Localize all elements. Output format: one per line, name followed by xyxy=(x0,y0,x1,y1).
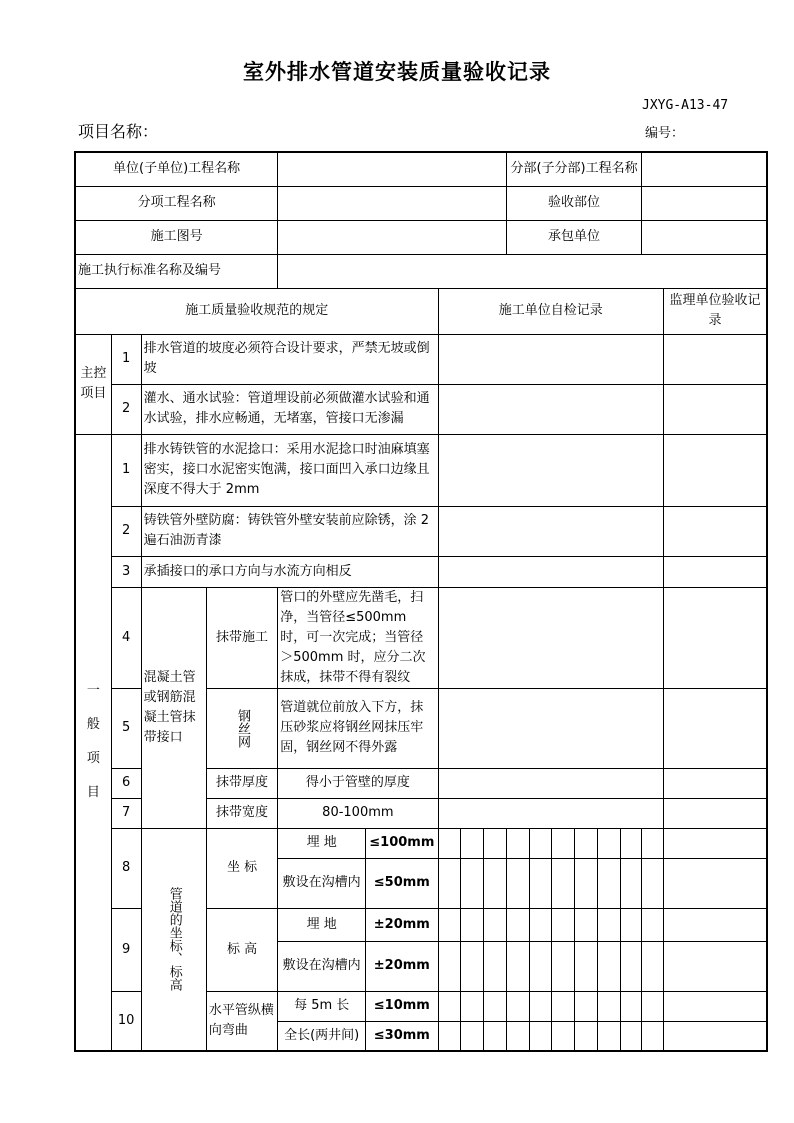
joint-group-label: 混凝土管或钢筋混凝土管抹带接口 xyxy=(141,587,206,828)
item-no: 6 xyxy=(111,768,141,798)
wire-mesh-label: 钢丝网 xyxy=(235,708,251,748)
supervisor-cell[interactable] xyxy=(664,798,767,828)
self-check-cell[interactable] xyxy=(438,688,664,768)
supervisor-cell[interactable] xyxy=(664,858,767,908)
spec-text: 80-100mm xyxy=(278,798,438,828)
supervisor-column-header: 监理单位验收记录 xyxy=(664,288,767,334)
condition: 全长(两井间) xyxy=(278,1021,366,1051)
measure-cell[interactable] xyxy=(575,941,598,991)
inspection-location-value[interactable] xyxy=(642,186,767,220)
supervisor-cell[interactable] xyxy=(664,334,767,384)
unit-project-name-value[interactable] xyxy=(278,152,507,186)
param-label: 坐 标 xyxy=(206,828,277,908)
tolerance: ≤100mm xyxy=(366,828,438,858)
condition: 埋 地 xyxy=(278,908,366,941)
measure-cell[interactable] xyxy=(529,941,552,991)
self-check-cell[interactable] xyxy=(438,434,664,506)
self-check-cell[interactable] xyxy=(438,384,664,434)
item-no: 3 xyxy=(111,556,141,587)
spec-column-header: 施工质量验收规范的规定 xyxy=(75,288,438,334)
measure-cell[interactable] xyxy=(484,1021,507,1051)
general-label-char: 一 xyxy=(86,683,100,699)
standard-label: 施工执行标准名称及编号 xyxy=(75,254,278,288)
measure-cell[interactable] xyxy=(529,908,552,941)
measure-cell[interactable] xyxy=(552,828,575,858)
sub-label: 抹带宽度 xyxy=(206,798,277,828)
self-check-cell[interactable] xyxy=(438,334,664,384)
tolerance: ≤10mm xyxy=(366,991,438,1021)
item-no: 2 xyxy=(111,506,141,556)
measure-cell[interactable] xyxy=(575,1021,598,1051)
spec-text: 管道就位前放入下方，抹压砂浆应将钢丝网抹压牢固，钢丝网不得外露 xyxy=(278,688,438,768)
spec-text: 铸铁管外壁防腐：铸铁管外壁安装前应除锈，涂 2 遍石油沥青漆 xyxy=(141,506,438,556)
measure-cell[interactable] xyxy=(484,858,507,908)
item-no: 4 xyxy=(111,587,141,688)
measure-cell[interactable] xyxy=(506,941,529,991)
measure-cell[interactable] xyxy=(620,941,642,991)
measure-cell[interactable] xyxy=(461,828,484,858)
general-label-char: 目 xyxy=(86,785,100,801)
measure-cell[interactable] xyxy=(575,991,598,1021)
measure-cell[interactable] xyxy=(461,1021,484,1051)
supervisor-cell[interactable] xyxy=(664,991,767,1021)
main-control-label: 主控项目 xyxy=(75,334,111,434)
measure-cell[interactable] xyxy=(575,858,598,908)
supervisor-cell[interactable] xyxy=(664,768,767,798)
measure-cell[interactable] xyxy=(620,1021,642,1051)
coord-group-label xyxy=(141,828,206,1051)
general-label-char: 般 xyxy=(86,717,100,733)
sub-label xyxy=(206,688,277,768)
measure-cell[interactable] xyxy=(575,828,598,858)
sub-label: 抹带施工 xyxy=(206,587,277,688)
inspection-record-table xyxy=(74,151,768,1052)
measure-cell[interactable] xyxy=(642,858,664,908)
measure-cell[interactable] xyxy=(506,991,529,1021)
contractor-value[interactable] xyxy=(642,220,767,254)
measure-cell[interactable] xyxy=(620,908,642,941)
measure-cell[interactable] xyxy=(620,858,642,908)
item-no: 2 xyxy=(111,384,141,434)
measure-cell[interactable] xyxy=(529,1021,552,1051)
param-label: 标 高 xyxy=(206,908,277,991)
spec-text: 排水管道的坡度必须符合设计要求，严禁无坡或倒坡 xyxy=(141,334,438,384)
measure-cell[interactable] xyxy=(506,908,529,941)
tolerance: ±20mm xyxy=(366,908,438,941)
number-label: 编号： xyxy=(645,126,685,141)
condition: 每 5m 长 xyxy=(278,991,366,1021)
item-no: 10 xyxy=(111,991,141,1051)
condition: 敷设在沟槽内 xyxy=(278,941,366,991)
general-items-label xyxy=(75,434,111,1051)
measure-cell[interactable] xyxy=(597,858,620,908)
project-name-label: 项目名称： xyxy=(78,122,159,141)
measure-cell[interactable] xyxy=(642,908,664,941)
measure-cell[interactable] xyxy=(484,828,507,858)
measure-cell[interactable] xyxy=(642,828,664,858)
sub-division-project-name-value[interactable] xyxy=(642,152,767,186)
measure-cell[interactable] xyxy=(620,828,642,858)
param-label: 水平管纵横向弯曲 xyxy=(206,991,277,1051)
supervisor-cell[interactable] xyxy=(664,941,767,991)
self-check-cell[interactable] xyxy=(438,798,664,828)
drawing-no-label: 施工图号 xyxy=(75,220,278,254)
self-check-cell[interactable] xyxy=(438,506,664,556)
measure-cell[interactable] xyxy=(438,991,461,1021)
measure-cell[interactable] xyxy=(597,941,620,991)
supervisor-cell[interactable] xyxy=(664,908,767,941)
drawing-no-value[interactable] xyxy=(278,220,507,254)
measure-cell[interactable] xyxy=(484,941,507,991)
coord-group-text: 管道的坐标、标高 xyxy=(166,887,182,992)
measure-cell[interactable] xyxy=(642,991,664,1021)
self-check-cell[interactable] xyxy=(438,556,664,587)
spec-text: 得小于管壁的厚度 xyxy=(278,768,438,798)
self-check-cell[interactable] xyxy=(438,587,664,688)
supervisor-cell[interactable] xyxy=(664,828,767,858)
supervisor-cell[interactable] xyxy=(664,384,767,434)
measure-cell[interactable] xyxy=(506,828,529,858)
spec-text: 灌水、通水试验：管道埋设前必须做灌水试验和通水试验，排水应畅通，无堵塞，管接口无渗漏 xyxy=(141,384,438,434)
measure-cell[interactable] xyxy=(642,941,664,991)
measure-cell[interactable] xyxy=(642,1021,664,1051)
measure-cell[interactable] xyxy=(506,1021,529,1051)
measure-cell[interactable] xyxy=(597,1021,620,1051)
sub-label: 抹带厚度 xyxy=(206,768,277,798)
contractor-label: 承包单位 xyxy=(506,220,642,254)
supervisor-cell[interactable] xyxy=(664,556,767,587)
measure-cell[interactable] xyxy=(529,991,552,1021)
inspection-location-label: 验收部位 xyxy=(506,186,642,220)
item-no: 1 xyxy=(111,334,141,384)
item-no: 1 xyxy=(111,434,141,506)
measure-cell[interactable] xyxy=(529,858,552,908)
measure-cell[interactable] xyxy=(438,858,461,908)
measure-cell[interactable] xyxy=(461,908,484,941)
tolerance: ≤50mm xyxy=(366,858,438,908)
self-check-column-header: 施工单位自检记录 xyxy=(438,288,664,334)
measure-cell[interactable] xyxy=(484,908,507,941)
measure-cell[interactable] xyxy=(506,858,529,908)
supervisor-cell[interactable] xyxy=(664,506,767,556)
condition: 敷设在沟槽内 xyxy=(278,858,366,908)
spec-text: 管口的外壁应先凿毛，扫净，当管径≤500mm 时，可一次完成；当管径＞500mm 时，应分二次抹成，抹带不得有裂纹 xyxy=(278,587,438,688)
measure-cell[interactable] xyxy=(597,908,620,941)
condition: 埋 地 xyxy=(278,828,366,858)
supervisor-cell[interactable] xyxy=(664,688,767,768)
measure-cell[interactable] xyxy=(552,858,575,908)
item-no: 8 xyxy=(111,828,141,908)
unit-project-name-label: 单位(子单位)工程名称 xyxy=(75,152,278,186)
measure-cell[interactable] xyxy=(461,858,484,908)
measure-cell[interactable] xyxy=(438,1021,461,1051)
measure-cell[interactable] xyxy=(552,941,575,991)
item-no: 9 xyxy=(111,908,141,991)
measure-cell[interactable] xyxy=(529,828,552,858)
measure-cell[interactable] xyxy=(575,908,598,941)
measure-cell[interactable] xyxy=(552,908,575,941)
item-no: 5 xyxy=(111,688,141,768)
measure-cell[interactable] xyxy=(438,941,461,991)
measure-cell[interactable] xyxy=(461,941,484,991)
item-no: 7 xyxy=(111,798,141,828)
sub-division-project-name-label: 分部(子分部)工程名称 xyxy=(506,152,642,186)
tolerance: ≤30mm xyxy=(366,1021,438,1051)
supervisor-cell[interactable] xyxy=(664,434,767,506)
sub-item-project-name-label: 分项工程名称 xyxy=(75,186,278,220)
measure-cell[interactable] xyxy=(552,1021,575,1051)
measure-cell[interactable] xyxy=(461,991,484,1021)
tolerance: ±20mm xyxy=(366,941,438,991)
measure-cell[interactable] xyxy=(484,991,507,1021)
self-check-cell[interactable] xyxy=(438,768,664,798)
general-label-char: 项 xyxy=(86,751,100,767)
page-title: 室外排水管道安装质量验收记录 xyxy=(243,60,551,84)
measure-cell[interactable] xyxy=(620,991,642,1021)
measure-cell[interactable] xyxy=(597,991,620,1021)
measure-cell[interactable] xyxy=(438,828,461,858)
measure-cell[interactable] xyxy=(438,908,461,941)
spec-text: 排水铸铁管的水泥捻口：采用水泥捻口时油麻填塞密实，接口水泥密实饱满，接口面凹入承口边缘且深度不得大于 2mm xyxy=(141,434,438,506)
standard-value[interactable] xyxy=(278,254,767,288)
spec-text: 承插接口的承口方向与水流方向相反 xyxy=(141,556,438,587)
sub-item-project-name-value[interactable] xyxy=(278,186,507,220)
form-code: JXYG-A13-47 xyxy=(642,98,729,113)
measure-cell[interactable] xyxy=(597,828,620,858)
supervisor-cell[interactable] xyxy=(664,587,767,688)
supervisor-cell[interactable] xyxy=(664,1021,767,1051)
measure-cell[interactable] xyxy=(552,991,575,1021)
